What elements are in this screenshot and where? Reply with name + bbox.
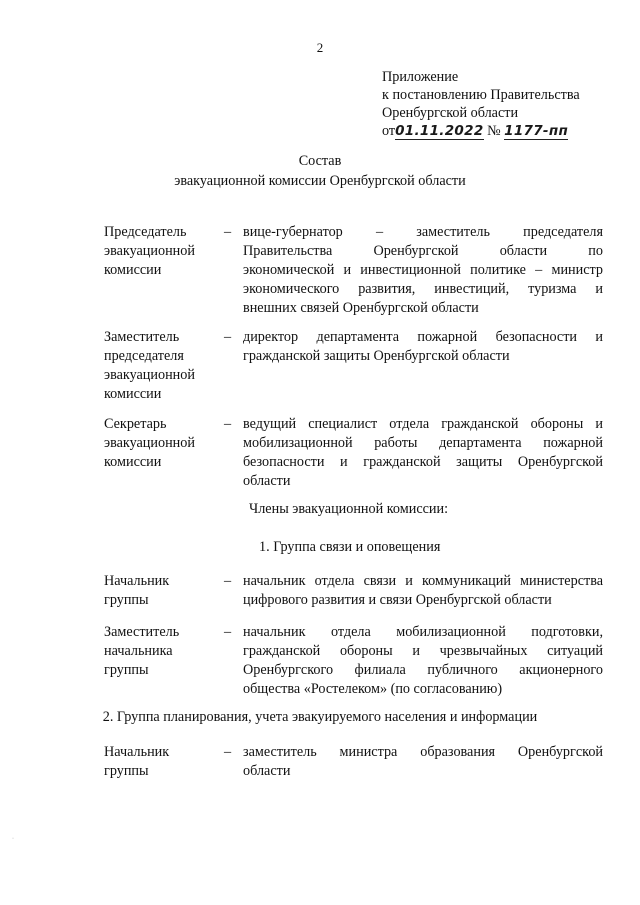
dash: – xyxy=(224,416,232,432)
handwritten-date: 01.11.2022 xyxy=(395,123,484,139)
role-label xyxy=(104,743,214,781)
desc-line: безопасности и гражданской защиты Оренбургской xyxy=(243,454,603,470)
role-label xyxy=(104,572,214,610)
dash: – xyxy=(224,329,232,345)
document-title: Состав xyxy=(298,153,342,169)
desc-line: директор департамента пожарной безопасности и xyxy=(243,329,603,345)
group-heading: 2. Группа планирования, учета эвакуируемого населения и информации xyxy=(102,709,538,725)
role-line: Заместитель xyxy=(104,329,180,345)
desc-line: области xyxy=(243,473,291,489)
desc-line: заместитель министра образования Оренбургской xyxy=(243,744,603,760)
role-line: Секретарь xyxy=(104,416,167,432)
approval-line: к постановлению Правительства xyxy=(382,87,580,103)
role-line: комиссии xyxy=(104,262,162,278)
desc-line: Правительства Оренбургской области по xyxy=(243,243,603,259)
dash: – xyxy=(224,624,232,640)
role-line: эвакуационной xyxy=(104,243,195,259)
approval-date-line xyxy=(382,122,622,140)
dash: – xyxy=(224,224,232,240)
dash: – xyxy=(224,744,232,760)
desc-line: мобилизационной работы департамента пожарной xyxy=(243,435,603,451)
role-line: председателя xyxy=(104,348,184,364)
desc-line: внешних связей Оренбургской области xyxy=(243,300,479,316)
group-heading: 1. Группа связи и оповещения xyxy=(259,539,441,555)
role-line: Заместитель xyxy=(104,624,180,640)
members-heading: Члены эвакуационной комиссии: xyxy=(249,501,449,517)
role-line: начальника xyxy=(104,643,173,659)
dash: – xyxy=(224,573,232,589)
approval-block xyxy=(382,68,622,140)
approval-line: Оренбургской области xyxy=(382,105,519,121)
desc-line: гражданской обороны и чрезвычайных ситуаций xyxy=(243,643,603,659)
role-label xyxy=(104,623,214,680)
role-line: эвакуационной xyxy=(104,435,195,451)
role-description xyxy=(243,223,603,318)
desc-line: вице-губернатор – заместитель председателя xyxy=(243,224,603,240)
role-description xyxy=(243,328,603,366)
role-label xyxy=(104,415,214,472)
desc-line: экономического развития, инвестиций, туризма и xyxy=(243,281,603,297)
role-line: группы xyxy=(104,592,149,608)
role-line: группы xyxy=(104,662,149,678)
role-line: группы xyxy=(104,763,149,779)
desc-line: гражданской защиты Оренбургской области xyxy=(243,348,510,364)
role-description xyxy=(243,743,603,781)
number-sign: № xyxy=(487,123,501,139)
approval-line: Приложение xyxy=(382,69,459,85)
desc-line: области xyxy=(243,763,291,779)
role-line: комиссии xyxy=(104,386,162,402)
role-label xyxy=(104,328,214,404)
role-line: Начальник xyxy=(104,573,170,589)
desc-line: общества «Ростелеком» (по согласованию) xyxy=(243,681,503,697)
role-description xyxy=(243,572,603,610)
document-subtitle: эвакуационной комиссии Оренбургской области xyxy=(174,173,466,189)
desc-line: ведущий специалист отдела гражданской обороны и xyxy=(243,416,603,432)
role-line: эвакуационной xyxy=(104,367,195,383)
desc-line: начальник отдела мобилизационной подготовки, xyxy=(243,624,603,640)
from-label: от xyxy=(382,123,396,139)
role-label xyxy=(104,223,214,280)
role-line: комиссии xyxy=(104,454,162,470)
role-line: Председатель xyxy=(104,224,187,240)
role-line: Начальник xyxy=(104,744,170,760)
role-description xyxy=(243,623,603,699)
role-description xyxy=(243,415,603,491)
desc-line: экономической и инвестиционной политике – министр xyxy=(243,262,603,278)
desc-line: Оренбургского филиала публичного акционерного xyxy=(243,662,603,678)
desc-line: начальник отдела связи и коммуникаций министерства xyxy=(243,573,603,589)
desc-line: цифрового развития и связи Оренбургской области xyxy=(243,592,552,608)
margin-mark: · xyxy=(12,836,14,842)
page-number: 2 xyxy=(316,40,324,55)
handwritten-number: 1177-пп xyxy=(504,123,569,139)
